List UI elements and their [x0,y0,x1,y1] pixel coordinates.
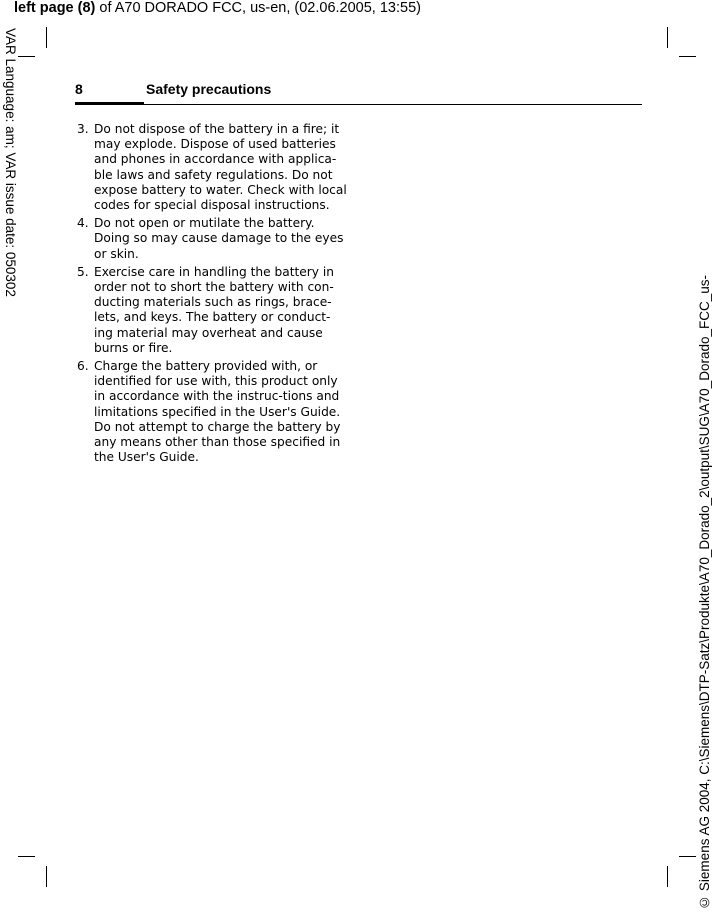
list-item-number: 5. [77,264,89,279]
crop-mark-bottom-right-vertical [667,866,668,887]
list-item-text: Do not open or mutilate the battery. Doing so may cause damage to the eyes or skin. [94,216,344,261]
header-rule-thick [75,102,144,105]
crop-mark-bottom-right-horizontal [679,856,696,857]
crop-mark-bottom-left-horizontal [18,856,35,857]
safety-list [75,122,347,468]
list-item-number: 6. [77,359,89,374]
crop-mark-top-left-vertical [46,27,47,48]
page-title: Safety precautions [146,81,272,97]
page-number: 8 [75,81,83,97]
crop-mark-top-right-vertical [667,27,668,48]
list-item-number: 3. [77,122,89,136]
crop-mark-bottom-left-vertical [46,866,47,887]
list-item [75,359,347,465]
print-header [14,0,421,16]
list-item-number: 4. [77,216,89,231]
list-item [75,265,347,356]
crop-mark-top-left-horizontal [18,56,35,57]
side-margin-language-note: VAR Language: am; VAR issue date: 050302 [3,28,18,297]
list-item-text: Do not dispose of the battery in a fire; it may explode. Dispose of used batteries and phones in accordance with applica-ble laws and safety regulations. Do not expose battery to water. Check with local codes for special disposal instructions. [94,122,347,213]
print-header-details: of A70 DORADO FCC, us-en, (02.06.2005, 13:55) [95,0,421,16]
header-rule-thin [144,104,642,105]
side-margin-copyright-path: © Siemens AG 2004, C:\Siemens\DTP-Satz\Produkte\A70_Dorado_2\output\SUG\A70_Dorado_FCC_us- [697,275,712,910]
list-item [75,216,347,262]
print-header-page: left page (8) [14,0,96,16]
crop-mark-top-right-horizontal [679,56,696,57]
list-item-text: Exercise care in handling the battery in order not to short the battery with con-ducting materials such as rings, brace-lets, and keys. The battery or conduct-ing material may overheat and cause burns or fire. [94,264,334,355]
list-item [75,122,347,213]
list-item-text: Charge the battery provided with, or identified for use with, this product only in accordance with the instruc-tions and limitations specified in the User's Guide. Do not attempt to charge the battery by any means other than those specified in the User's Guide. [94,359,341,465]
